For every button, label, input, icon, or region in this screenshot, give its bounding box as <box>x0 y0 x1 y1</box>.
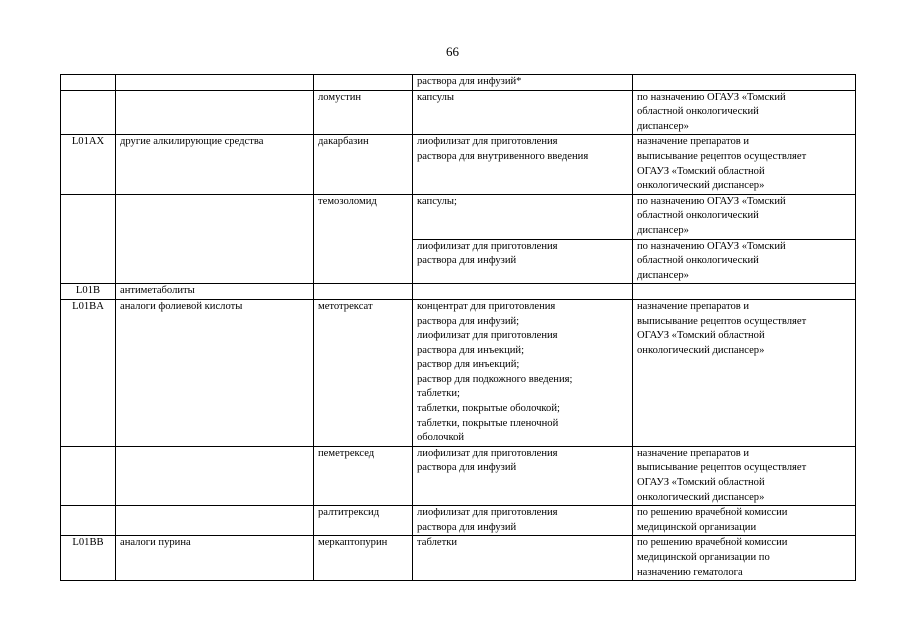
drug-name-cell <box>314 284 413 300</box>
atc-code-cell: L01BB <box>61 536 116 581</box>
prescription-condition-cell: назначение препаратов и выписывание рецептов осуществляет ОГАУЗ «Томский областной онкологический диспансер» <box>633 299 856 446</box>
atc-code-cell: L01BA <box>61 299 116 446</box>
atc-group-cell <box>116 90 314 135</box>
table-row <box>61 284 856 300</box>
drug-name-cell: меркаптопурин <box>314 536 413 581</box>
prescription-condition-cell <box>633 284 856 300</box>
dosage-form-cell <box>413 284 633 300</box>
drug-name-cell: ломустин <box>314 90 413 135</box>
dosage-form-cell: таблетки <box>413 536 633 581</box>
table-row <box>61 446 856 505</box>
table-row <box>61 135 856 194</box>
prescription-condition-cell: по решению врачебной комиссии медицинской организации <box>633 506 856 536</box>
atc-code-cell: L01AX <box>61 135 116 194</box>
table-row <box>61 506 856 536</box>
atc-group-cell <box>116 506 314 536</box>
drug-name-cell: ралтитрексид <box>314 506 413 536</box>
drug-name-cell: пеметрексед <box>314 446 413 505</box>
atc-code-cell <box>61 75 116 91</box>
atc-code-cell: L01B <box>61 284 116 300</box>
table-row <box>61 194 856 239</box>
dosage-form-cell: капсулы; <box>413 194 633 239</box>
atc-group-cell <box>116 75 314 91</box>
prescription-condition-cell: назначение препаратов и выписывание рецептов осуществляет ОГАУЗ «Томский областной онкологический диспансер» <box>633 135 856 194</box>
prescription-condition-cell: по назначению ОГАУЗ «Томский областной онкологический диспансер» <box>633 239 856 284</box>
atc-code-cell <box>61 506 116 536</box>
page-number: 66 <box>446 44 459 59</box>
atc-code-cell <box>61 90 116 135</box>
prescription-condition-cell <box>633 75 856 91</box>
atc-group-cell <box>116 446 314 505</box>
dosage-form-cell: лиофилизат для приготовления раствора для инфузий <box>413 239 633 284</box>
atc-group-cell: другие алкилирующие средства <box>116 135 314 194</box>
drug-table <box>60 74 856 581</box>
atc-code-cell <box>61 194 116 284</box>
prescription-condition-cell: по решению врачебной комиссии медицинской организации по назначению гематолога <box>633 536 856 581</box>
atc-group-cell: аналоги пурина <box>116 536 314 581</box>
drug-name-cell: дакарбазин <box>314 135 413 194</box>
atc-group-cell <box>116 194 314 284</box>
dosage-form-cell: концентрат для приготовления раствора для инфузий; лиофилизат для приготовления раствора для инъекций; раствор для инъекций; раствор для подкожного введения; таблетки; таблетки, покрытые оболочкой; таблетки, покрытые пленочной оболочкой <box>413 299 633 446</box>
table-row <box>61 90 856 135</box>
atc-group-cell: аналоги фолиевой кислоты <box>116 299 314 446</box>
dosage-form-cell: капсулы <box>413 90 633 135</box>
table-row <box>61 299 856 446</box>
atc-group-cell: антиметаболиты <box>116 284 314 300</box>
prescription-condition-cell: назначение препаратов и выписывание рецептов осуществляет ОГАУЗ «Томский областной онкологический диспансер» <box>633 446 856 505</box>
dosage-form-cell: лиофилизат для приготовления раствора для инфузий <box>413 446 633 505</box>
drug-name-cell <box>314 75 413 91</box>
drug-name-cell: темозоломид <box>314 194 413 284</box>
dosage-form-cell: лиофилизат для приготовления раствора для внутривенного введения <box>413 135 633 194</box>
prescription-condition-cell: по назначению ОГАУЗ «Томский областной онкологический диспансер» <box>633 90 856 135</box>
dosage-form-cell: раствора для инфузий* <box>413 75 633 91</box>
table-row <box>61 75 856 91</box>
drug-name-cell: метотрексат <box>314 299 413 446</box>
atc-code-cell <box>61 446 116 505</box>
prescription-condition-cell: по назначению ОГАУЗ «Томский областной онкологический диспансер» <box>633 194 856 239</box>
dosage-form-cell: лиофилизат для приготовления раствора для инфузий <box>413 506 633 536</box>
table-row <box>61 536 856 581</box>
